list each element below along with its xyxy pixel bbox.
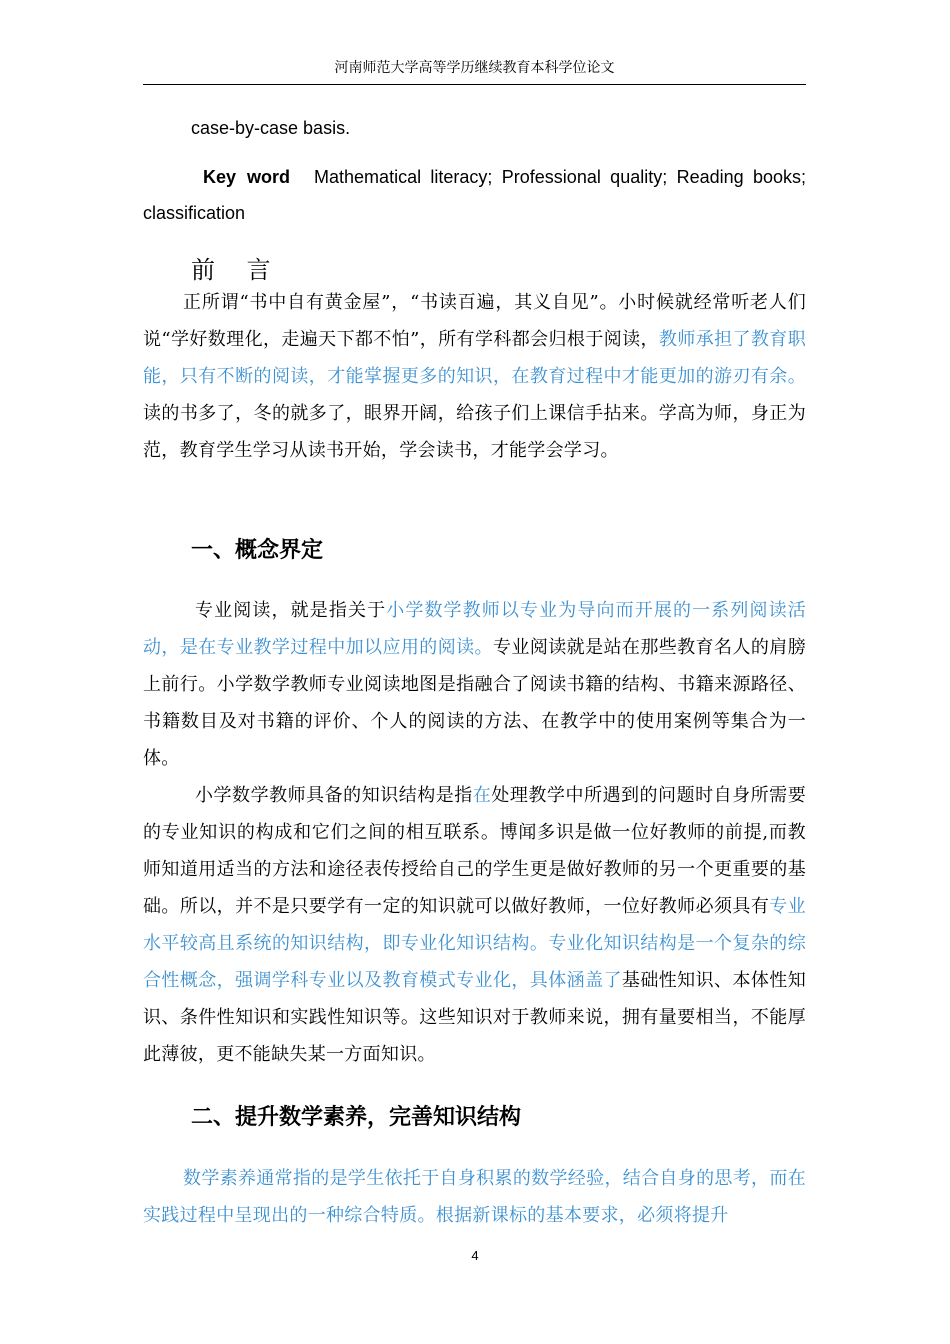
s1p1-highlight: 小学数学教师以专业为导向而开展的一系列阅读活动，是在专业教学过程中加以应用的阅读。: [143, 600, 807, 658]
s2p1: 数学素养通常指的是学生依托于自身积累的数学经验，结合自身的思考，而在实践过程中呈现出的一种综合特质。根据新课标的基本要求，必须将提升: [143, 1168, 806, 1226]
page-header: 河南师范大学高等学历继续教育本科学位论文: [143, 58, 806, 85]
abstract-tail: case-by-case basis.: [191, 118, 351, 138]
s1p2-e: 基础性知识、本体性知识、条件性知识和实践性知识等。这些知识对于教师来说，拥有量要相当，不能厚此薄彼，更不能缺失某一方面知识。: [143, 970, 806, 1065]
section2-title: 二、提升数学素养，完善知识结构: [191, 1104, 522, 1130]
s1p1-c: 专业阅读就是站在那些教育名人的肩膀上前行。小学数学教师专业阅读地图是指融合了阅读书籍的结构、书籍来源路径、书籍数目及对书籍的评价、个人的阅读的方法、在教学中的使用案例等集合为一体。: [143, 637, 806, 769]
s1p1-a: 专业阅读，就是指关于: [195, 600, 387, 621]
section1-paragraph1: [143, 592, 806, 777]
section2-paragraph: [143, 1160, 806, 1234]
preface-paragraph: [143, 284, 806, 469]
s1p2-highlight: 专业水平较高且系统的知识结构，即专业化知识结构。专业化知识结构是一个复杂的综合性概念，强调学科专业以及教育模式专业化，具体涵盖了: [143, 896, 806, 991]
keywords-line1: Mathematical literacy; Professional quality; Reading books;: [314, 167, 806, 187]
page-number: 4: [471, 1248, 479, 1263]
keywords-label: Key word: [203, 167, 291, 187]
s1p2-c: 处理教学中所遇到的问题时自身所需要的专业知识的构成和它们之间的相互联系。博闻多识是做一位好教师的前提,而教师知道用适当的方法和途径表传授给自己的学生更是做好教师的另一个更重要的基础。所以，并不是只要学有一定的知识就可以做好教师，一位好教师必须具有: [143, 785, 806, 917]
preface-text-a: 正所谓“书中自有黄金屋”，“书读百遍，其义自见”。小时候就经常听老人们说“学好数理化，走遍天下都不怕”，所有学科都会归根于阅读，: [143, 292, 806, 350]
preface-text-highlight: 教师承担了教育职能，只有不断的阅读，才能掌握更多的知识，在教育过程中才能更加的游刃有余。: [143, 329, 806, 387]
keywords-line2: classification: [143, 203, 246, 223]
preface-title: 前 言: [191, 256, 283, 284]
section1-paragraph2: [143, 777, 806, 1073]
s1p2-a: 小学数学教师具备的知识结构是指: [195, 785, 473, 806]
s1p2-b: 在: [472, 785, 492, 806]
keywords: [143, 159, 806, 231]
section1-title: 一、概念界定: [191, 537, 324, 563]
preface-text-c: 读的书多了，冬的就多了，眼界开阔，给孩子们上课信手拈来。学高为师，身正为范，教育学生学习从读书开始，学会读书，才能学会学习。: [143, 403, 806, 461]
